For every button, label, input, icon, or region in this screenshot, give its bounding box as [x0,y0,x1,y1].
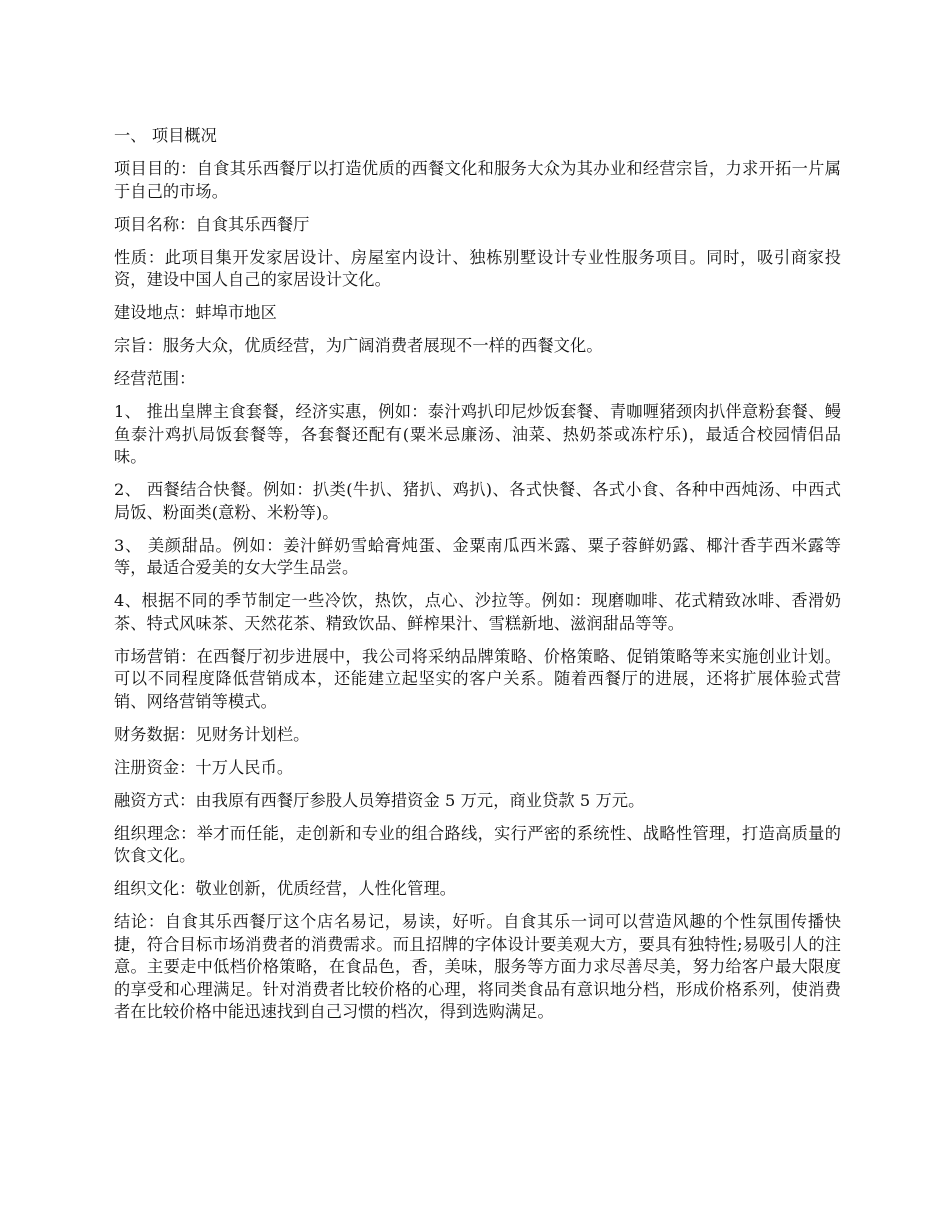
paragraph-project-purpose: 项目目的：自食其乐西餐厅以打造优质的西餐文化和服务大众为其办业和经营宗旨，力求开拓一片属于自己的市场。 [114,159,841,201]
section-heading: 一、 项目概况 [114,126,217,145]
paragraph-conclusion: 结论：自食其乐西餐厅这个店名易记，易读，好听。自食其乐一词可以营造风趣的个性氛围传播快捷，符合目标市场消费者的消费需求。而且招牌的字体设计要美观大方，要具有独特性;易吸引人的注意。主要走中低档价格策略，在食品色，香，美味，服务等方面力求尽善尽美，努力给客户最大限度的享受和心理满足。针对消费者比较价格的心理，将同类食品有意识地分档，形成价格系列，使消费者在比较价格中能迅速找到自己习惯的档次，得到选购满足。 [114,912,841,1021]
paragraph-org-philosophy: 组织理念：举才而任能，走创新和专业的组合路线，实行严密的系统性、战略性管理，打造高质量的饮食文化。 [114,823,841,865]
list-item-2: 2、 西餐结合快餐。例如：扒类(牛扒、猪扒、鸡扒)、各式快餐、各式小食、各种中西炖汤、中西式局饭、粉面类(意粉、米粉等)。 [114,480,841,522]
paragraph-project-name: 项目名称：自食其乐西餐厅 [114,214,310,234]
document-body [114,125,841,1034]
paragraph-marketing: 市场营销：在西餐厅初步进展中，我公司将采纳品牌策略、价格策略、促销策略等来实施创业计划。可以不同程度降低营销成本，还能建立起坚实的客户关系。随着西餐厅的进展，还将扩展体验式营销、网络营销等模式。 [114,646,841,711]
paragraph-registered-capital: 注册资金：十万人民币。 [114,757,294,777]
paragraph-tenet: 宗旨：服务大众，优质经营，为广阔消费者展现不一样的西餐文化。 [114,336,603,355]
list-item-3: 3、 美颜甜品。例如：姜汁鲜奶雪蛤膏炖蛋、金粟南瓜西米露、粟子蓉鲜奶露、椰汁香芋西米露等等，最适合爱美的女大学生品尝。 [114,535,841,577]
list-item-1: 1、 推出皇牌主食套餐，经济实惠，例如：泰汁鸡扒印尼炒饭套餐、青咖喱猪颈肉扒伴意粉套餐、鳗鱼泰汁鸡扒局饭套餐等，各套餐还配有(粟米忌廉汤、油菜、热奶茶或冻柠乐)，最适合校园情侣品味。 [114,402,841,466]
paragraph-financial-data: 财务数据：见财务计划栏。 [114,724,310,744]
paragraph-financing: 融资方式：由我原有西餐厅参股人员筹措资金 5 万元，商业贷款 5 万元。 [114,790,645,810]
paragraph-nature: 性质：此项目集开发家居设计、房屋室内设计、独栋别墅设计专业性服务项目。同时，吸引商家投资，建设中国人自己的家居设计文化。 [114,247,841,289]
list-item-4: 4、根据不同的季节制定一些冷饮，热饮，点心、沙拉等。例如：现磨咖啡、花式精致冰啡、香滑奶茶、特式风味茶、天然花茶、精致饮品、鲜榨果汁、雪糕新地、滋润甜品等等。 [114,591,841,633]
paragraph-location: 建设地点：蚌埠市地区 [114,303,277,322]
paragraph-org-culture: 组织文化：敬业创新，优质经营，人性化管理。 [114,879,457,898]
paragraph-business-scope: 经营范围： [114,369,196,388]
